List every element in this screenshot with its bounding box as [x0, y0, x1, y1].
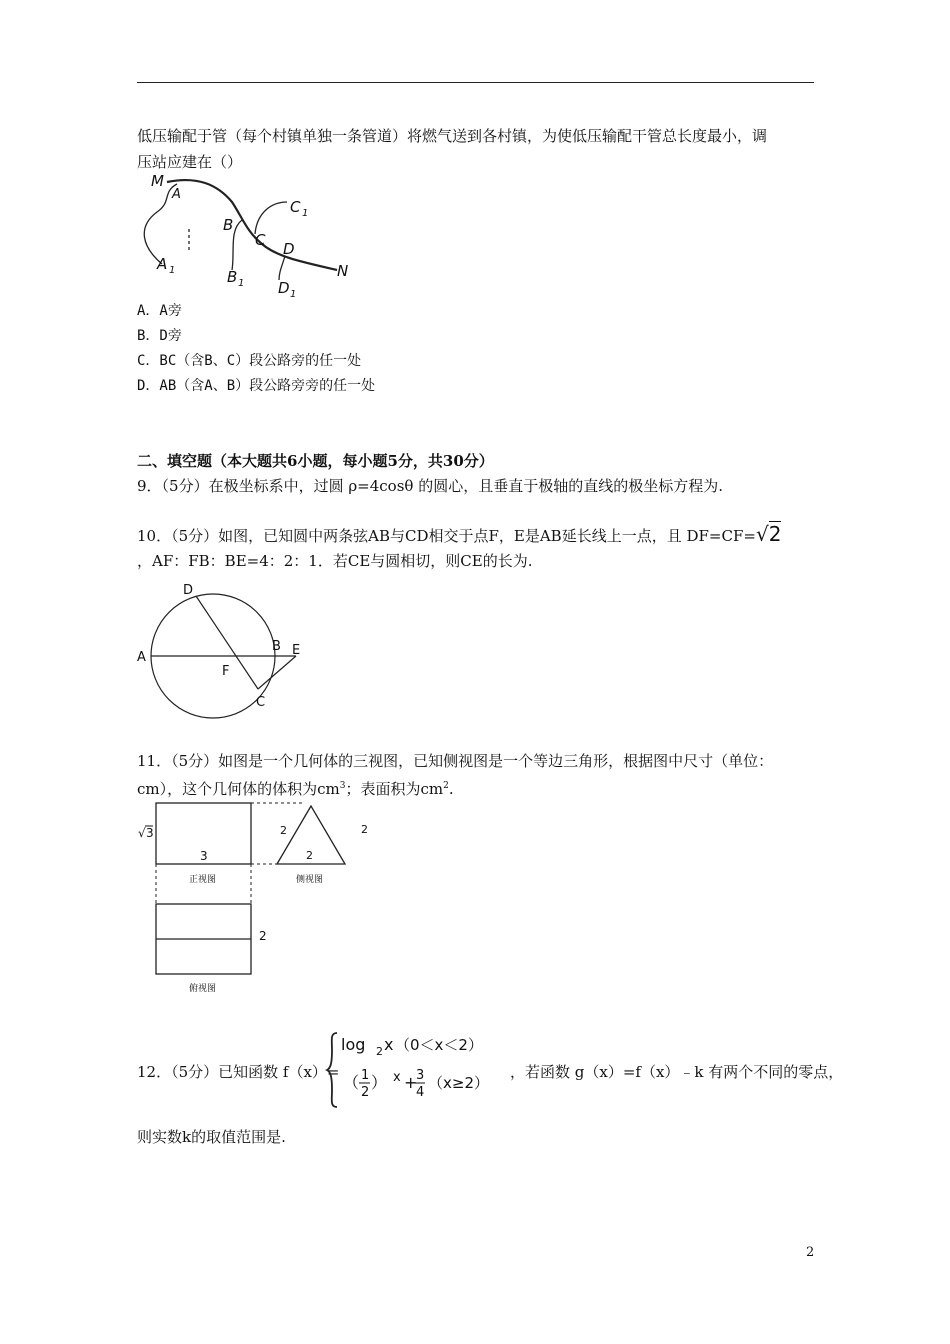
q11-text-line1: 11．（5分）如图是一个几何体的三视图，已知侧视图是一个等边三角形，根据图中尺寸（单位：: [137, 752, 774, 770]
q10-sqrt: √2: [755, 522, 782, 546]
label-N: N: [337, 262, 349, 280]
q12-text-line2: 则实数k的取值范围是.: [137, 1128, 286, 1146]
label-B1: B: [227, 268, 238, 286]
label-A1: A: [157, 255, 168, 273]
label-A: A: [172, 187, 181, 202]
header-rule: [137, 82, 814, 83]
brace: [327, 1033, 337, 1107]
q12-suffix: ，若函数 g（x）=f（x）﹣k 有两个不同的零点，: [510, 1063, 844, 1081]
q10-line1-body: 10．（5分）如图，已知圆中两条弦AB与CD相交于点F，E是AB延长线上一点，且 DF=CF=: [137, 527, 756, 545]
q11-text-line2: [137, 776, 454, 799]
label-D1: D: [278, 279, 290, 297]
q10-text-line2: ，AF：FB：BE=4：2：1．若CE与圆相切，则CE的长为.: [137, 552, 533, 570]
q11-three-views-figure: [134, 800, 384, 1000]
q8-option-a: A．A旁: [137, 303, 182, 319]
q10-circle-figure: [134, 580, 314, 710]
label-point-F: F: [222, 664, 230, 679]
label-B: B: [223, 216, 234, 234]
q8-text-line2: 压站应建在（）: [137, 153, 243, 171]
sqrt3-value: 3: [146, 826, 154, 840]
label-A1-sub: 1: [169, 265, 176, 276]
q12-prefix: 12．（5分）已知函数 f（x）=: [137, 1063, 340, 1081]
pipe-d-d1: [279, 256, 285, 280]
case1-cond: （0＜x＜2）: [395, 1036, 483, 1054]
label-C: C: [255, 231, 266, 249]
label-C1-sub: 1: [302, 208, 309, 219]
label-D1-sub: 1: [290, 289, 297, 300]
top-caption: 俯视图: [189, 984, 217, 994]
tangent-ce: [258, 656, 296, 689]
frac2-den: 4: [416, 1085, 425, 1100]
q8-option-b: B．D旁: [137, 328, 182, 344]
case1-var: x: [384, 1035, 394, 1054]
label-point-B: B: [272, 639, 281, 654]
front-caption: 正视图: [189, 875, 217, 885]
q11-line2-c: .: [448, 780, 454, 798]
q8-option-d: D．AB（含A、B）段公路旁旁的任一处: [137, 378, 376, 394]
top-height-label: 2: [259, 929, 267, 943]
q11-sup-2: 2: [443, 781, 449, 791]
label-point-E: E: [292, 643, 301, 658]
q10-text-line1: [137, 524, 781, 546]
case2-plus: +: [404, 1073, 418, 1092]
main-road: [167, 180, 337, 270]
q8-road-figure: [137, 172, 377, 300]
side-right-label: 2: [361, 823, 368, 836]
label-M: M: [151, 172, 164, 190]
q11-line2-b: ；表面积为cm: [345, 780, 444, 798]
side-bottom-label: 2: [306, 849, 313, 862]
q11-line2-a: cm），这个几何体的体积为cm: [137, 780, 340, 798]
case2-exp: x: [393, 1070, 401, 1085]
case2-close: ）: [371, 1073, 388, 1092]
section-2-title: 二、填空题（本大题共6小题，每小题5分，共30分）: [137, 452, 494, 470]
side-left-label: 2: [280, 824, 287, 837]
q8-text-line1: 低压输配于管（每个村镇单独一条管道）将燃气送到各村镇，为使低压输配干管总长度最小，调: [137, 127, 768, 145]
q9-text: 9．（5分）在极坐标系中，过圆 ρ=4cosθ 的圆心，且垂直于极轴的直线的极坐标方程为.: [137, 477, 723, 495]
label-point-A: A: [137, 650, 146, 665]
q10-sqrt-value: 2: [768, 522, 782, 546]
pipe-c-c1: [255, 202, 287, 234]
frac1-den: 2: [361, 1085, 370, 1100]
q11-sup-3: 3: [339, 781, 346, 791]
case1-log: log: [341, 1035, 366, 1054]
label-D: D: [283, 240, 295, 258]
frac2-num: 3: [416, 1068, 425, 1083]
q8-option-c: C．BC（含B、C）段公路旁的任一处: [137, 353, 362, 369]
sqrt3-radical: √: [138, 826, 146, 840]
front-width-label: 3: [200, 849, 208, 863]
case1-sub: 2: [376, 1045, 383, 1058]
frac1-num: 1: [361, 1068, 370, 1083]
side-caption: 侧视图: [296, 875, 324, 885]
label-C1: C: [290, 198, 301, 216]
case2-cond: （x≥2）: [428, 1074, 489, 1092]
case2-open: （: [343, 1073, 360, 1092]
page-number: 2: [806, 1245, 815, 1260]
label-point-C: C: [256, 695, 266, 710]
pipe-b-b1: [232, 220, 242, 270]
label-point-D: D: [183, 583, 194, 598]
label-B1-sub: 1: [238, 278, 245, 289]
q12-piecewise: [325, 1030, 505, 1110]
